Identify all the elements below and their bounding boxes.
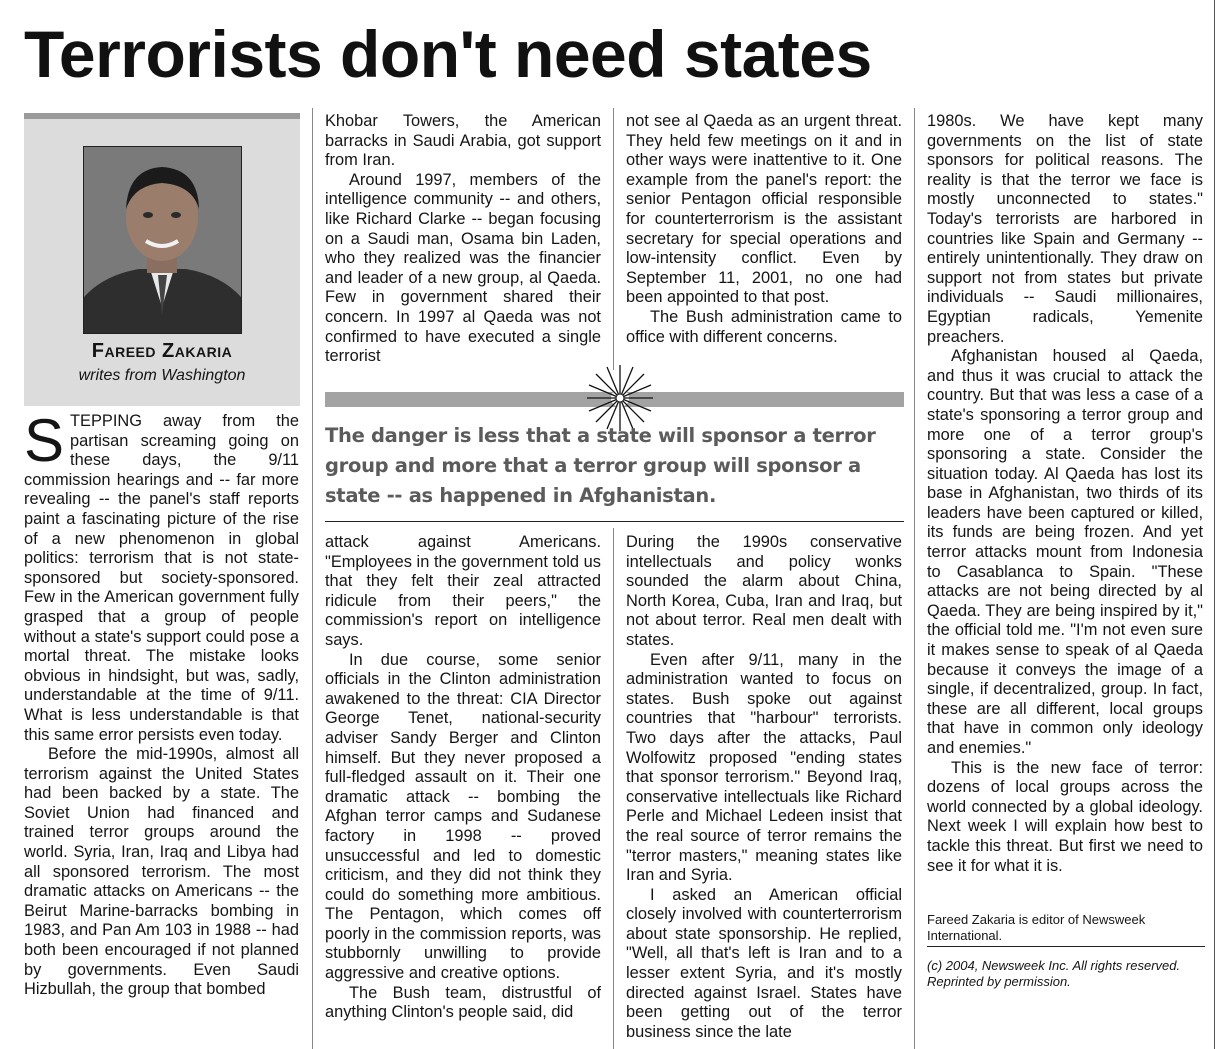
column-divider bbox=[613, 108, 614, 370]
column-3-bottom-text bbox=[626, 533, 902, 1047]
column-divider bbox=[914, 108, 915, 1049]
drop-cap: S bbox=[24, 412, 65, 474]
paragraph: not see al Qaeda as an urgent threat. They held few meetings on it and in other ways were inattentive to it. One example from the panel's report: the senior Pentagon official responsible for counterterrorism is the assistant secretary for special operations and low-intensity conflict. Even by September 11, 2001, no one had been appointed to that post. bbox=[626, 112, 902, 307]
paragraph: The Bush team, distrustful of anything Clinton's people said, did bbox=[325, 983, 601, 1022]
author-name: Fareed Zakaria bbox=[91, 340, 233, 362]
paragraph: TEPPING away from the partisan screaming going on these days, the 9/11 commission hearings and -- far more revealing -- the panel's staff reports paint a fascinating picture of the rise of a new phenomenon in global politics: terrorism that is not state-sponsored but society-sponsored. Few in the American government fully grasped that a group of people without a state's support could pose a mortal threat. The mistake looks obvious in hindsight, but was, sadly, understandable at the time of 9/11. What is less understandable is that this same error persists even today. bbox=[24, 412, 299, 744]
column-4-text bbox=[927, 112, 1203, 902]
paragraph: In due course, some senior officials in the Clinton administration awakened to the threat: CIA Director George Tenet, national-security adviser Sandy Berger and Clinton himself. But they never proposed a full-fledged assault on it. Their one dramatic attack -- bombing the Afghan terror camps and Sudanese factory in 1998 -- proved unsuccessful and led to domestic criticism, and they did not think they could do something more ambitious. The Pentagon, which comes off poorly in the commission reports, was stubbornly unwilling to provide aggressive and creative options. bbox=[325, 650, 601, 983]
footer-rule bbox=[927, 946, 1205, 947]
paragraph: Afghanistan housed al Qaeda, and thus it was crucial to attack the country. But that was less a case of a state's sponsoring a terror group and more one of a terror group's sponsoring a state. Consider the situation today. Al Qaeda has lost its base in Afghanistan, two thirds of its leaders have been captured or killed, its funds are being frozen. And yet terror attacks mount from Indonesia to Casablanca to Spain. "These attacks are not being directed by al Qaeda. They are being inspired by it," the official told me. "I'm not even sure it makes sense to speak of al Qaeda because it conveys the image of a single, if decentralized, group. In fact, these are all different, local groups that have in common only ideology and enemies." bbox=[927, 347, 1203, 757]
page-edge-rule bbox=[1214, 0, 1215, 1049]
paragraph: Around 1997, members of the intelligence community -- and others, like Richard Clarke -- began focusing on a Saudi man, Osama bin Laden, who they realized was the financier and leader of a new group, al Qaeda. Few in government shared their concern. In 1997 al Qaeda was not confirmed to have executed a single terrorist bbox=[325, 170, 601, 366]
headline: Terrorists don't need states bbox=[24, 17, 872, 91]
paragraph: During the 1990s conservative intellectuals and policy wonks sounded the alarm about China, North Korea, Cuba, Iran and Iraq, but not about terror. Real men dealt with states. bbox=[626, 533, 902, 649]
paragraph: The Bush administration came to office with different concerns. bbox=[626, 307, 902, 346]
author-photo bbox=[83, 146, 242, 334]
author-location: writes from Washington bbox=[78, 367, 246, 384]
column-2-top-text bbox=[325, 112, 601, 367]
paragraph: This is the new face of terror: dozens of local groups across the world connected by a global ideology. Next week I will explain how best to tackle this threat. But first we need to see it for what it is. bbox=[927, 758, 1203, 875]
column-divider bbox=[312, 108, 313, 1049]
paragraph: I asked an American official closely involved with counterterrorism about state sponsorship. He replied, "Well, all that's left is Iran and to a lesser extent Syria, and it's mostly directed against Israel. States have been getting out of the terror business since the late bbox=[626, 885, 902, 1041]
pull-quote: The danger is less that a state will sponsor a terror group and more that a terror group will sponsor a state -- as happened in Afghanistan. bbox=[325, 424, 876, 507]
author-bio: Fareed Zakaria is editor of Newsweek International. bbox=[927, 912, 1146, 943]
column-divider bbox=[613, 528, 614, 1049]
author-portrait-icon bbox=[84, 147, 241, 333]
paragraph: attack against Americans. "Employees in the government told us that they felt their zeal attracted ridicule from their peers," the commission's report on intelligence says. bbox=[325, 533, 601, 649]
column-3-top-text bbox=[626, 112, 902, 367]
paragraph: Khobar Towers, the American barracks in Saudi Arabia, got support from Iran. bbox=[325, 112, 601, 170]
paragraph: 1980s. We have kept many governments on the list of state sponsors for political reasons. The reality is that the terror we face is mostly unconnected to states." Today's terrorists are harbored in countries like Spain and Germany -- entirely unintentionally. They draw on support not from states but private individuals -- Saudi millionaires, Egyptian radicals, Yemenite preachers. bbox=[927, 112, 1203, 346]
paragraph: Even after 9/11, many in the administration wanted to focus on states. Bush spoke out against countries that "harbour" terrorists. Two days after the attacks, Paul Wolfowitz proposed "ending states that sponsor terrorism." Beyond Iraq, conservative intellectuals like Richard Perle and Michael Ledeen insist that the real source of terror remains the "terror masters," meaning states like Iran and Syria. bbox=[626, 650, 902, 885]
column-2-bottom-text bbox=[325, 533, 601, 1047]
copyright-notice: (c) 2004, Newsweek Inc. All rights reserved. Reprinted by permission. bbox=[927, 958, 1181, 989]
pull-quote-rule bbox=[325, 521, 904, 522]
column-1-text bbox=[24, 412, 299, 1049]
paragraph: Before the mid-1990s, almost all terrorism against the United States had been backed by a state. The Soviet Union had financed and trained terror groups around the world. Syria, Iran, Iraq and Libya had all sponsored terrorism. The most dramatic attacks on Americans -- the Beirut Marine-barracks bombing in 1983, and Pan Am 103 in 1988 -- had both been encouraged if not planned by governments. Even Saudi Hizbullah, the group that bombed bbox=[24, 745, 299, 999]
